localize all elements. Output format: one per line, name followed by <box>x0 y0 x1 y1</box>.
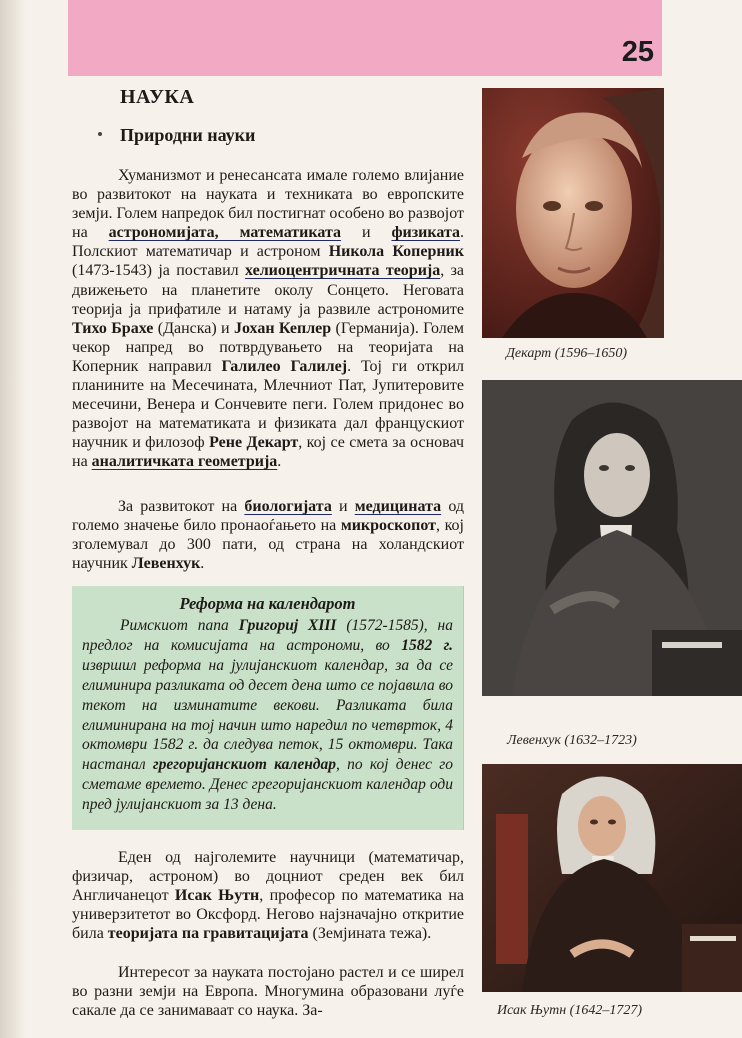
box-text <box>82 616 453 815</box>
bullet-icon <box>98 132 102 136</box>
bold-term: грегоријанскиот календар <box>152 756 336 774</box>
bold-term: 1582 г. <box>401 636 453 654</box>
bold-term: Григориј XIII <box>238 617 337 634</box>
text-span: и <box>331 498 355 515</box>
section-title: НАУКА <box>120 86 195 108</box>
newton-portrait <box>482 764 742 992</box>
leeuwenhoek-portrait <box>482 380 742 696</box>
bold-term: Тихо Брахе <box>72 319 154 337</box>
text-span: (Земјината тежа). <box>308 925 432 943</box>
text-span: . Тој ги открил планините на Месечината, Млечниот Пат, Јупитеровите месечини, Венера и Сончевите пеги. Голем придонес во развојот на математиката и физиката дал францускиот научник и филозоф <box>72 357 464 452</box>
bold-term: астрономијата, математиката <box>108 224 342 242</box>
text-span: од големо значење било пронаоѓањето на <box>72 498 464 535</box>
header-band <box>68 0 662 76</box>
bold-term: Галилео Галилеј <box>221 357 348 375</box>
text-span: . <box>277 453 282 471</box>
text-span: и <box>341 224 392 242</box>
caption-newton: Исак Њутн (1642–1727) <box>497 1003 642 1018</box>
subsection-title: Природни науки <box>120 125 256 145</box>
bold-term: Рене Декарт <box>209 434 299 452</box>
text-span: Интересот за науката постојано растел и се ширел во разни земји на Европа. Многумина образовани луѓе сакале да се занимаваат со наука. За- <box>72 964 464 1020</box>
text-span: Римскиот папа <box>120 617 239 634</box>
text-span: , по кој денес го сметаме времето. Денес грегоријанскиот календар оди пред јулијанскиот за 13 дена. <box>82 756 453 814</box>
calendar-reform-box <box>72 586 464 830</box>
page-number: 25 <box>621 36 654 68</box>
paragraph-microscope <box>72 497 464 573</box>
paragraph-newton <box>72 848 464 943</box>
bold-term: Јохан Кеплер <box>233 319 332 337</box>
caption-leeuwenhoek: Левенхук (1632–1723) <box>507 733 637 748</box>
bold-term: медицината <box>354 498 442 515</box>
caption-descartes: Декарт (1596–1650) <box>506 346 628 361</box>
box-title: Реформа на календарот <box>179 594 356 613</box>
text-span: (1473-1543) ја поставил <box>72 262 245 280</box>
bold-term: хелиоцентричната теорија <box>245 262 441 280</box>
bold-term: теоријата па гравитацијата <box>107 925 309 943</box>
bold-term: физиката <box>391 224 461 242</box>
text-span: . Полскиот математичар и астроном <box>72 224 465 261</box>
bold-term: Исак Њутн <box>174 887 260 905</box>
text-span: (Данска) и <box>153 319 234 337</box>
text-span: , за движењето на планетите околу Сонцето. Неговата теорија ја прифатиле и натаму ја развиле астрономите <box>72 262 465 318</box>
paragraph-interest <box>72 963 464 1020</box>
page-shadow <box>0 0 26 1038</box>
descartes-portrait <box>482 88 664 338</box>
text-span: , кој зголемувал до 300 пати, од страна на холандскиот научник <box>72 517 464 573</box>
text-span: извршил реформа на јулијанскиот календар, за да се елиминира разликата од десет дена што се појавила во текот на изминатите векови. Разликата била елиминирана на тој начин што наредил по четврток, 4 октомври 1582 г. да следува петок, 15 октомври. Така настанал <box>82 656 453 774</box>
text-span: Еден од најголемите научници (математичар, физичар, астроном) во доцниот среден век бил Англичанецот <box>72 849 464 905</box>
bold-term: микроскопот <box>340 517 437 535</box>
bold-term: биологијата <box>244 498 332 515</box>
text-span: (1572-1585), на предлог на комисијата на астрономи, во <box>82 617 453 654</box>
bold-term: аналитичката геометрија <box>91 453 278 471</box>
bold-term: Левенхук <box>131 555 201 573</box>
text-span: , кој се смета за основач на <box>72 434 465 471</box>
text-span: (Германија). Голем чекор напред во потврдувањето на теоријата на Коперник направил <box>72 319 465 375</box>
text-span: , професор по математика на универзитетот во Оксфорд. Негово најзначајно откритие била <box>72 887 464 943</box>
text-span: Хуманизмот и ренесансата имале големо влијание во развитокот на науката и техниката во европските земји. Голем напредок бил постигнат особено во развојот на <box>72 167 464 242</box>
text-span: За развитокот на <box>118 498 245 515</box>
text-span: . <box>200 555 205 573</box>
paragraph-copernicus <box>72 166 464 472</box>
bold-term: Никола Коперник <box>328 243 464 261</box>
